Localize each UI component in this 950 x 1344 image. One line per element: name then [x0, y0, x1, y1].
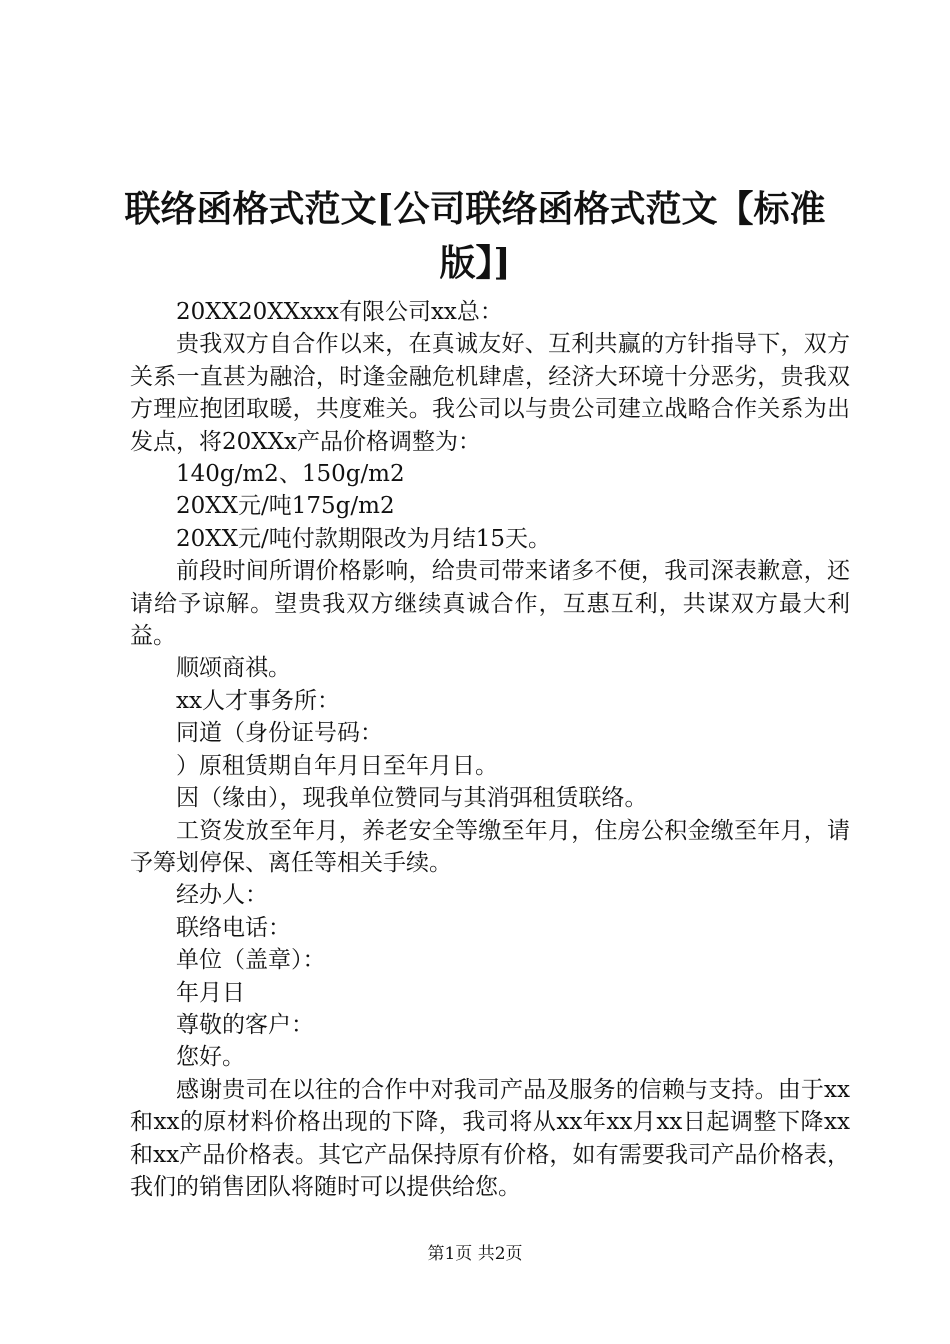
paragraph: 感谢贵司在以往的合作中对我司产品及服务的信赖与支持。由于xx和xx的原材料价格出现的下降，我司将从xx年xx月xx日起调整下降xx和xx产品价格表。其它产品保持原有价格，如有需要我司产品价格表，我们的销售团队将随时可以提供给您。	[130, 1076, 850, 1200]
paragraph-salutation: 20XX20XXxxx有限公司xx总：	[176, 299, 503, 325]
paragraph: 140g/m2、150g/m2	[176, 461, 405, 488]
paragraph: 工资发放至年月，养老安全等缴至年月，住房公积金缴至年月，请予筹划停保、离任等相关手续。	[130, 817, 850, 876]
paragraph-greeting: 您好。	[176, 1044, 245, 1071]
paragraph: 20XX元/吨付款期限改为月结15天。	[176, 525, 552, 552]
paragraph: 同道（身份证号码：	[176, 720, 383, 747]
paragraph: 贵我双方自合作以来，在真诚友好、互利共赢的方针指导下，双方关系一直甚为融洽，时逢金融危机肆虐，经济大环境十分恶劣，贵我双方理应抱团取暖，共度难关。我公司以与贵公司建立战略合作关系为出发点，将20XXx产品价格调整为：	[130, 331, 850, 455]
document-body	[130, 296, 850, 1203]
signature-line-date: 年月日	[176, 979, 245, 1006]
document-title: 联络函格式范文[公司联络函格式范文【标准版】]	[124, 188, 826, 284]
paragraph-closing: 顺颂商祺。	[176, 655, 291, 682]
paragraph: 因（缘由），现我单位赞同与其消弭租赁联络。	[176, 785, 648, 812]
signature-line-phone: 联络电话：	[176, 914, 291, 941]
paragraph: 前段时间所谓价格影响，给贵司带来诸多不便，我司深表歉意，还请给予谅解。望贵我双方继续真诚合作，互惠互利，共谋双方最大利益。	[130, 558, 850, 650]
paragraph-salutation: 尊敬的客户：	[176, 1011, 314, 1038]
paragraph: 20XX元/吨175g/m2	[176, 493, 395, 520]
paragraph: ）原租赁期自年月日至年月日。	[176, 752, 498, 779]
paragraph: xx人才事务所：	[176, 687, 340, 714]
signature-line-stamp: 单位（盖章）：	[176, 947, 326, 974]
signature-line-handler: 经办人：	[176, 882, 268, 909]
page-footer: 第1页 共2页	[427, 1244, 523, 1264]
